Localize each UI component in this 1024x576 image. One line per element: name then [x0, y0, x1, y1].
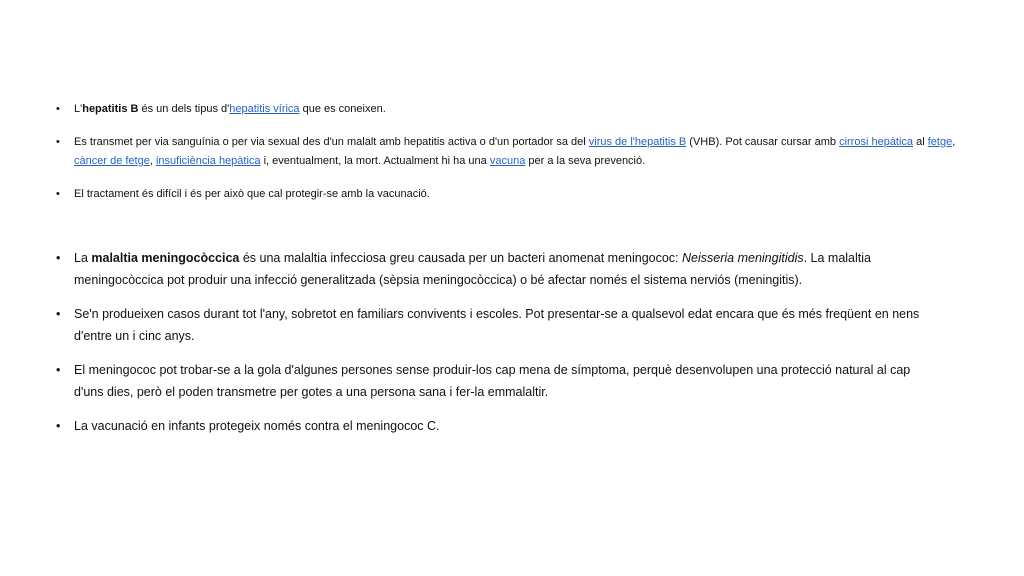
list-item: [56, 416, 936, 438]
list-item: [56, 360, 936, 403]
list-item: [56, 248, 936, 291]
text: El tractament és difícil i és per això que cal protegir-se amb la vacunació.: [74, 187, 430, 200]
text: El meningococ pot trobar-se a la gola d'algunes persones sense produir-los cap mena de símptoma, perquè desenvolupen una protecció natural al cap d'uns dies, però el poden transmetre per gotes a una persona sana i fer-la emmalaltir.: [74, 363, 911, 399]
text: L': [74, 103, 83, 115]
list-item: [56, 133, 956, 172]
text: . La malaltia meningocòccica pot produir una infecció generalitzada (sèpsia meningocòccica) o bé afectar només el sistema nerviós (meningitis).: [74, 251, 871, 287]
text: Se'n produeixen casos durant tot l'any, sobretot en familiars convivents i escoles. Pot presentar-se a qualsevol edat encara que és més freqüent en nens d'entre un i cinc anys.: [74, 307, 920, 343]
bullet: •: [56, 187, 60, 200]
text: que es coneixen.: [299, 103, 386, 115]
bullet: •: [56, 419, 61, 433]
text: La: [74, 251, 92, 265]
text: ,: [149, 155, 156, 167]
list-item: [56, 100, 956, 120]
bullet: •: [56, 103, 60, 115]
text: La vacunació en infants protegeix només contra el meningococ C.: [74, 419, 440, 433]
text: és un dels tipus d': [138, 103, 230, 115]
bullet: •: [56, 135, 60, 148]
species-name: Neisseria meningitidis: [682, 251, 804, 265]
bullet: •: [56, 363, 61, 377]
text: al: [913, 135, 928, 148]
list-item: [56, 185, 956, 205]
link-hepatitis-virica[interactable]: hepatitis vírica: [229, 103, 300, 115]
bold-term: hepatitis B: [82, 103, 139, 115]
link-cirrosi-hepatica[interactable]: cirrosi hepàtica: [839, 135, 914, 148]
meningococcica-list: [56, 248, 936, 451]
link-vacuna[interactable]: vacuna: [489, 155, 526, 167]
text: ,: [952, 135, 956, 148]
list-item: [56, 304, 936, 347]
text: és una malaltia infecciosa greu causada per un bacteri anomenat meningococ:: [239, 251, 683, 265]
link-insuficiencia-hepatica[interactable]: insuficiència hepàtica: [155, 155, 261, 167]
link-cancer-de-fetge[interactable]: càncer de fetge: [74, 155, 150, 167]
bullet: •: [56, 251, 61, 265]
link-virus-hepatitis-b[interactable]: virus de l'hepatitis B: [588, 135, 687, 148]
text: per a la seva prevenció.: [525, 155, 646, 167]
link-fetge[interactable]: fetge: [927, 135, 953, 148]
bold-term: malaltia meningocòccica: [91, 251, 240, 265]
text: (VHB). Pot causar cursar amb: [686, 135, 840, 148]
bullet: •: [56, 307, 61, 321]
hepatitis-b-list: [56, 100, 956, 217]
text: i, eventualment, la mort. Actualment hi ha una: [260, 155, 490, 167]
text: Es transmet per via sanguínia o per via sexual des d'un malalt amb hepatitis activa o d'un portador sa del: [74, 135, 589, 148]
